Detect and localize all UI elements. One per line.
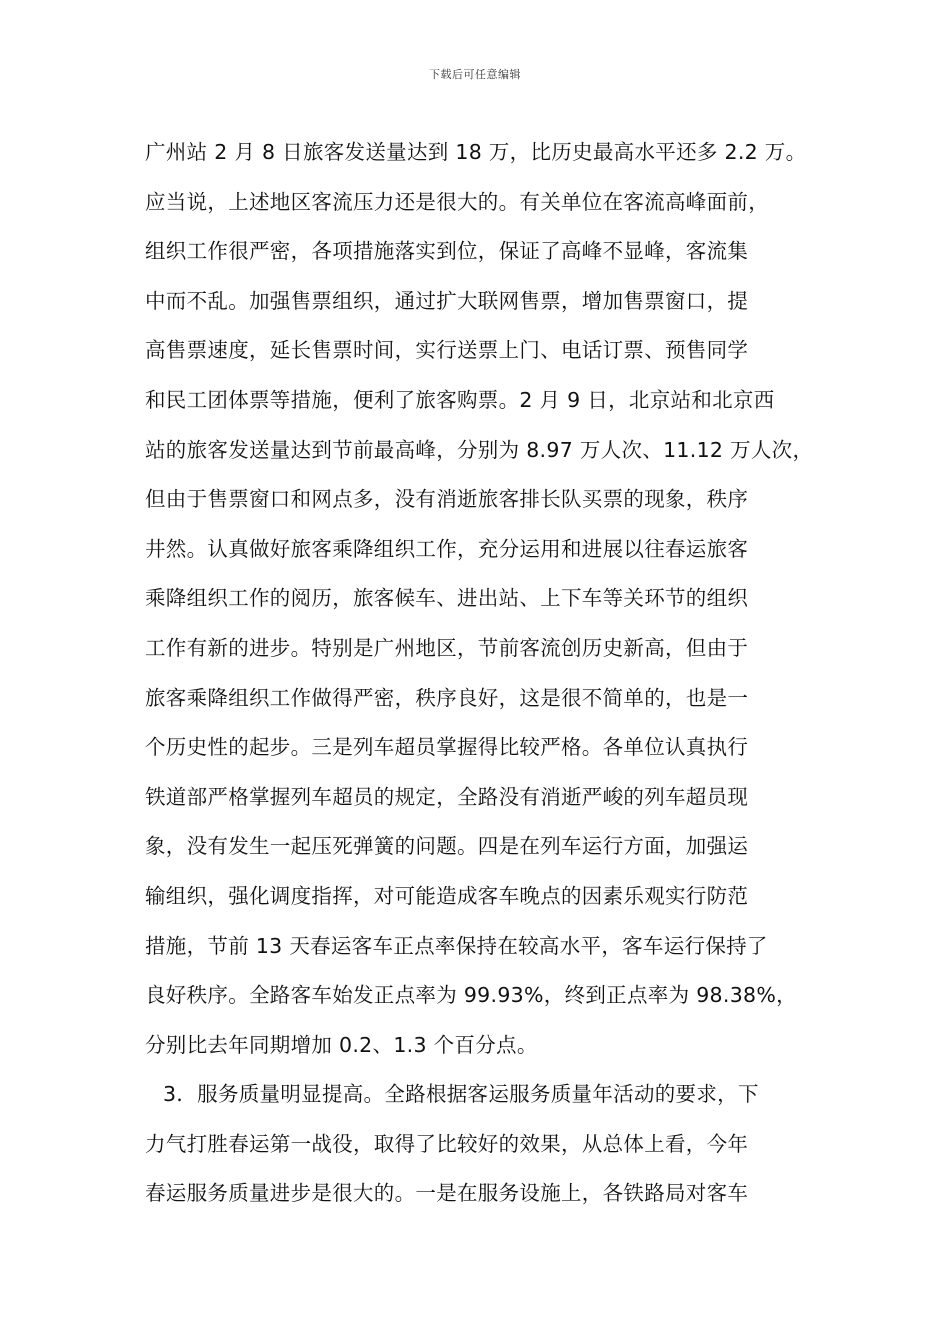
text-line: 站的旅客发送量达到节前最高峰，分别为 8.97 万人次、11.12 万人次， (145, 437, 814, 462)
text-line: 措施，节前 13 天春运客车正点率保持在较高水平，客车运行保持了 (145, 933, 768, 958)
text-line: 3．服务质量明显提高。全路根据客运服务质量年活动的要求，下 (163, 1082, 759, 1107)
text-line: 和民工团体票等措施，便利了旅客购票。2 月 9 日，北京站和北京西 (145, 387, 775, 412)
text-line: 高售票速度，延长售票时间，实行送票上门、电话订票、预售同学 (145, 338, 749, 363)
text-line: 旅客乘降组织工作做得严密，秩序良好，这是很不简单的，也是一 (145, 685, 749, 710)
text-line: 春运服务质量进步是很大的。一是在服务设施上，各铁路局对客车 (145, 1181, 749, 1206)
text-line: 组织工作很严密，各项措施落实到位，保证了高峰不显峰，客流集 (145, 239, 749, 264)
text-line: 广州站 2 月 8 日旅客发送量达到 18 万，比历史最高水平还多 2.2 万。 (145, 140, 807, 164)
text-line: 井然。认真做好旅客乘降组织工作，充分运用和进展以往春运旅客 (145, 536, 749, 561)
text-line: 象，没有发生一起压死弹簧的问题。四是在列车运行方面，加强运 (145, 834, 749, 859)
text-line: 输组织，强化调度指挥，对可能造成客车晚点的因素乐观实行防范 (145, 883, 749, 908)
text-line: 乘降组织工作的阅历，旅客候车、进出站、上下车等关环节的组织 (145, 586, 749, 611)
text-line: 力气打胜春运第一战役，取得了比较好的效果，从总体上看，今年 (145, 1131, 749, 1156)
text-line: 分别比去年同期增加 0.2、1.3 个百分点。 (145, 1032, 538, 1057)
text-line: 铁道部严格掌握列车超员的规定，全路没有消逝严峻的列车超员现 (145, 784, 749, 809)
text-line: 但由于售票窗口和网点多，没有消逝旅客排长队买票的现象，秩序 (145, 487, 749, 512)
text-line: 应当说，上述地区客流压力还是很大的。有关单位在客流高峰面前， (145, 189, 769, 214)
text-line: 良好秩序。全路客车始发正点率为 99.93%，终到正点率为 98.38%， (145, 983, 797, 1008)
text-line: 个历史性的起步。三是列车超员掌握得比较严格。各单位认真执行 (145, 735, 749, 760)
body-text (145, 128, 825, 1219)
page-header: 下载后可任意编辑 (429, 68, 521, 81)
text-line: 工作有新的进步。特别是广州地区，节前客流创历史新高，但由于 (145, 635, 749, 660)
text-line: 中而不乱。加强售票组织，通过扩大联网售票，增加售票窗口，提 (145, 288, 749, 313)
